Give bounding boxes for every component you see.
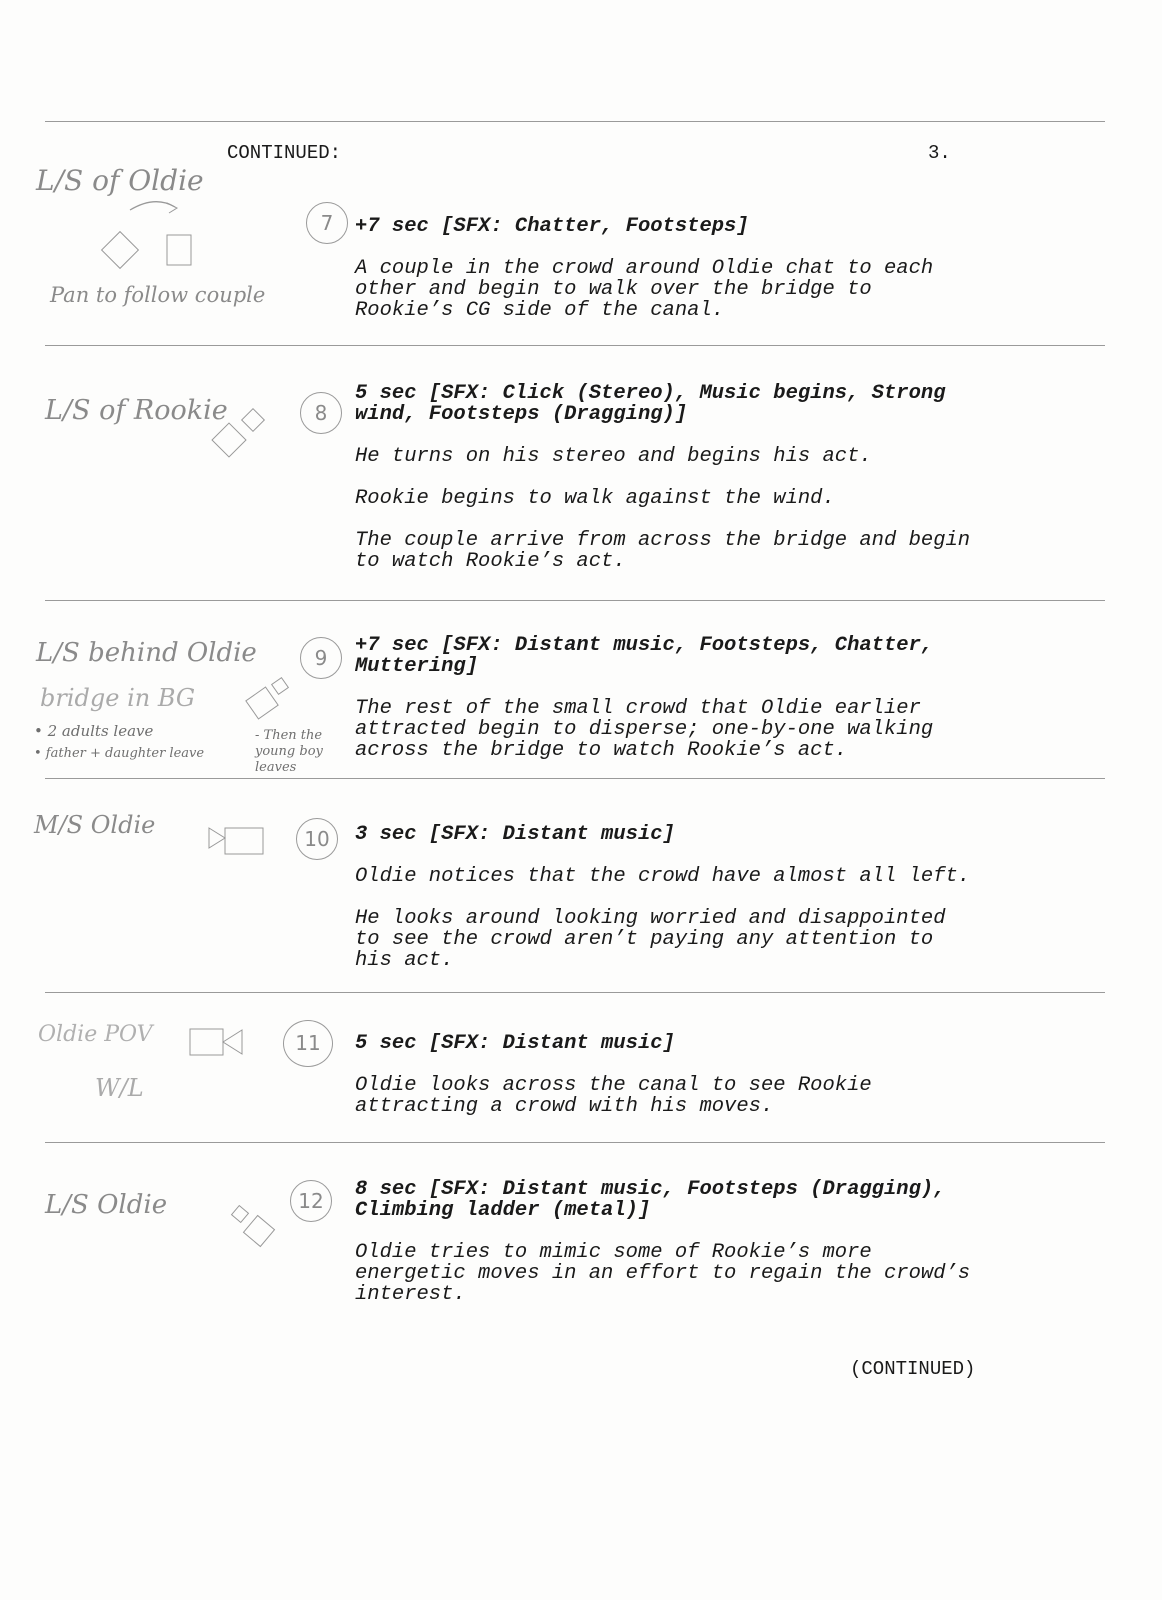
- shot-description: Oldie notices that the crowd have almost all left.: [355, 865, 971, 888]
- handwritten-note: L/S of Oldie: [36, 164, 204, 197]
- divider: [45, 121, 1105, 122]
- divider: [45, 600, 1105, 601]
- shot-heading: 5 sec [SFX: Click (Stereo), Music begins, Strong wind, Footsteps (Dragging)]: [355, 382, 946, 426]
- shot-number: 10: [296, 818, 338, 860]
- shot-number: 11: [283, 1020, 333, 1067]
- shot-heading: +7 sec [SFX: Distant music, Footsteps, Chatter, Muttering]: [355, 634, 934, 678]
- shot-heading: 3 sec [SFX: Distant music]: [355, 823, 675, 846]
- shot-description: He looks around looking worried and disappointed to see the crowd aren’t paying any attention to his act.: [355, 907, 946, 972]
- camera-pan-sketch-icon: [95, 195, 215, 275]
- handwritten-note: • father + daughter leave: [34, 746, 205, 761]
- continued-footer: (CONTINUED): [850, 1358, 976, 1380]
- handwritten-note: L/S Oldie: [45, 1190, 168, 1220]
- shot-description: A couple in the crowd around Oldie chat to each other and begin to walk over the bridge to Rookie’s CG side of the canal.: [355, 257, 934, 322]
- shot-description: The couple arrive from across the bridge and begin to watch Rookie’s act.: [355, 529, 971, 573]
- shot-number: 8: [300, 392, 342, 434]
- handwritten-note: - Then the young boy leaves: [255, 728, 323, 775]
- shot-description: Oldie tries to mimic some of Rookie’s more energetic moves in an effort to regain the crowd’s interest.: [355, 1241, 971, 1306]
- divider: [45, 345, 1105, 346]
- handwritten-note: L/S behind Oldie: [36, 638, 257, 668]
- shot-10: [355, 824, 1115, 992]
- handwritten-note: M/S Oldie: [34, 811, 156, 839]
- camera-sketch-icon: [205, 822, 270, 862]
- handwritten-note: Oldie POV: [38, 1022, 153, 1047]
- shot-7: [355, 216, 1115, 342]
- shot-description: Rookie begins to walk against the wind.: [355, 487, 835, 510]
- shot-number: 7: [306, 202, 348, 244]
- shot-description: Oldie looks across the canal to see Rookie attracting a crowd with his moves.: [355, 1074, 872, 1118]
- continued-header: CONTINUED:: [227, 142, 342, 164]
- camera-sketch-icon: [228, 1200, 288, 1255]
- shot-number: 12: [290, 1180, 332, 1222]
- shot-8: [355, 383, 1115, 593]
- shot-9: [355, 635, 1115, 782]
- camera-sketch-icon: [240, 670, 300, 730]
- shot-heading: +7 sec [SFX: Chatter, Footsteps]: [355, 215, 749, 238]
- shot-12: [355, 1179, 1115, 1326]
- shot-11: [355, 1033, 1115, 1138]
- divider: [45, 992, 1105, 993]
- shot-heading: 5 sec [SFX: Distant music]: [355, 1032, 675, 1055]
- shot-description: The rest of the small crowd that Oldie earlier attracted begin to disperse; one-by-one walking across the bridge to watch Rookie’s act.: [355, 697, 934, 762]
- handwritten-note: • 2 adults leave: [34, 722, 154, 740]
- camera-sketch-icon: [205, 400, 275, 470]
- shot-description: He turns on his stereo and begins his act.: [355, 445, 872, 468]
- handwritten-note: bridge in BG: [40, 684, 196, 712]
- shot-number: 9: [300, 637, 342, 679]
- camera-sketch-icon: [188, 1025, 248, 1060]
- shot-heading: 8 sec [SFX: Distant music, Footsteps (Dragging), Climbing ladder (metal)]: [355, 1178, 946, 1222]
- handwritten-note: L/S of Rookie: [45, 395, 228, 426]
- divider: [45, 1142, 1105, 1143]
- handwritten-note: Pan to follow couple: [50, 283, 266, 307]
- divider: [45, 778, 1105, 779]
- handwritten-note: W/L: [95, 1074, 144, 1102]
- page-number: 3.: [928, 142, 951, 164]
